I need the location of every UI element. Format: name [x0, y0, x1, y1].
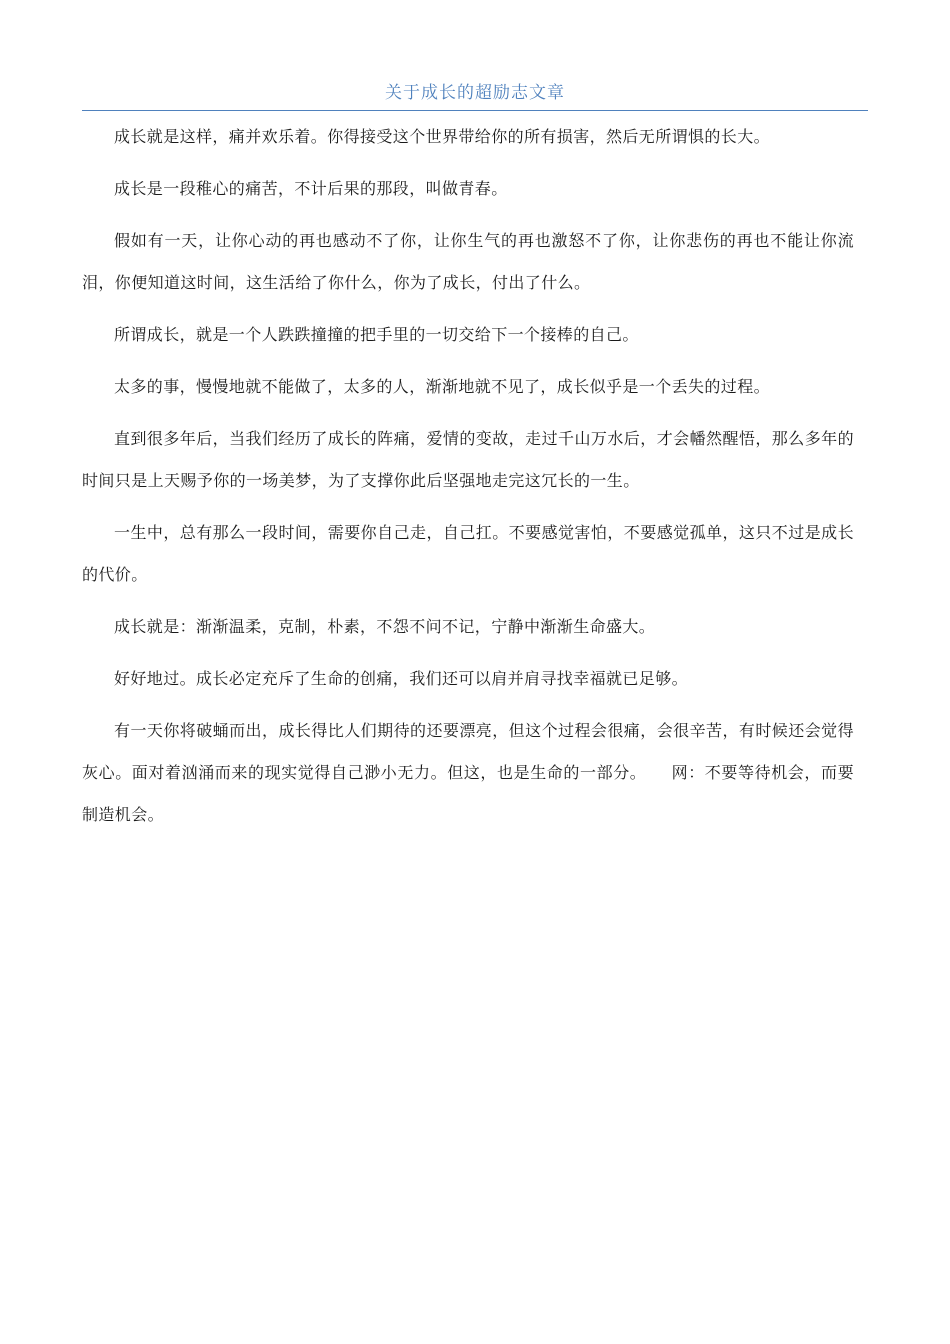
paragraph-6: 直到很多年后，当我们经历了成长的阵痛，爱情的变故，走过千山万水后，才会幡然醒悟，那么多年的时间只是上天赐予你的一场美梦，为了支撑你此后坚强地走完这冗长的一生。: [82, 429, 854, 490]
paragraph-8: 成长就是：渐渐温柔，克制，朴素，不怨不问不记，宁静中渐渐生命盛大。: [114, 617, 656, 636]
page-header: [82, 80, 868, 111]
paragraph-4: 所谓成长，就是一个人跌跌撞撞的把手里的一切交给下一个接棒的自己。: [114, 325, 639, 344]
paragraph-1: 成长就是这样，痛并欢乐着。你得接受这个世界带给你的所有损害，然后无所谓惧的长大。: [114, 127, 771, 146]
paragraph-9: 好好地过。成长必定充斥了生命的创痛，我们还可以肩并肩寻找幸福就已足够。: [114, 669, 689, 688]
paragraph-5: 太多的事，慢慢地就不能做了，太多的人，渐渐地就不见了，成长似乎是一个丢失的过程。: [114, 377, 771, 396]
paragraph-10: 有一天你将破蛹而出，成长得比人们期待的还要漂亮，但这个过程会很痛，会很辛苦，有时候还会觉得灰心。面对着汹涌而来的现实觉得自己渺小无力。但这，也是生命的一部分。 网：不要等待机会，而要制造机会。: [82, 721, 854, 824]
document-title: 关于成长的超励志文章: [385, 83, 565, 103]
paragraph-7: 一生中，总有那么一段时间，需要你自己走，自己扛。不要感觉害怕，不要感觉孤单，这只不过是成长的代价。: [82, 523, 854, 584]
paragraph-3: 假如有一天，让你心动的再也感动不了你，让你生气的再也激怒不了你，让你悲伤的再也不能让你流泪，你便知道这时间，这生活给了你什么，你为了成长，付出了什么。: [82, 231, 854, 292]
paragraph-2: 成长是一段稚心的痛苦，不计后果的那段，叫做青春。: [114, 179, 508, 198]
document-body: [82, 116, 854, 846]
